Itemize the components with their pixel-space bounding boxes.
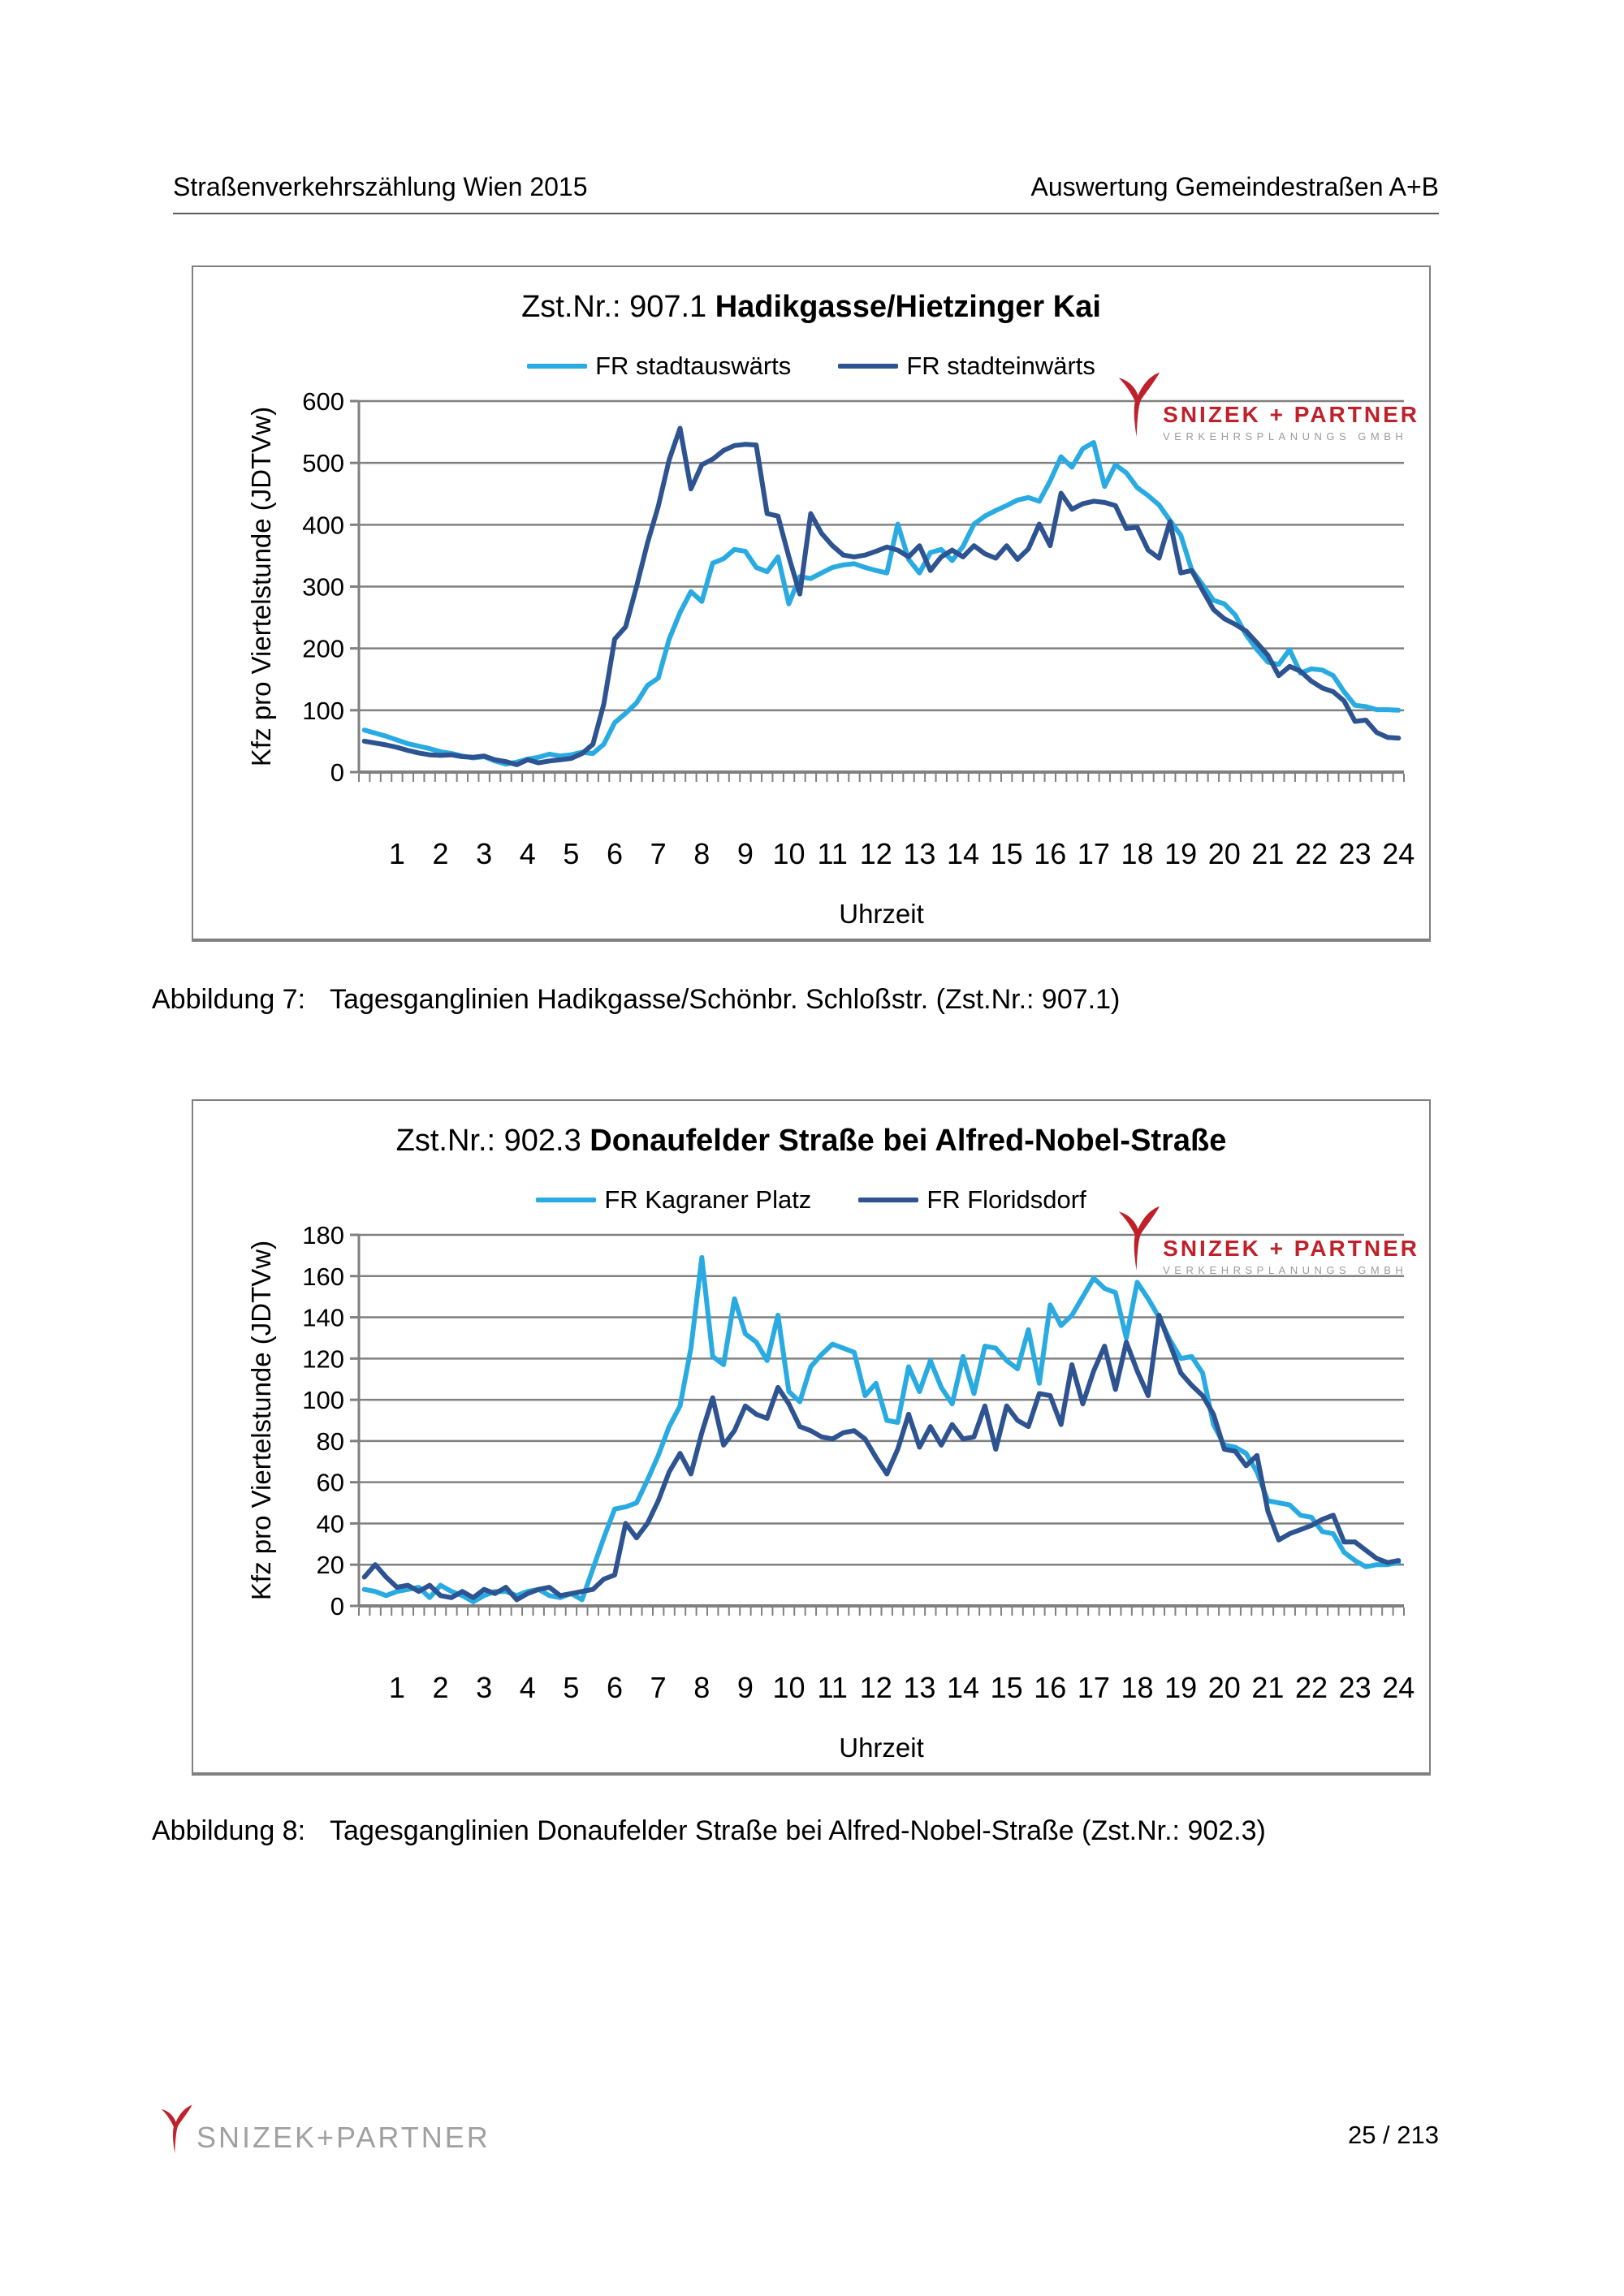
svg-text:23: 23 [1338, 837, 1371, 870]
svg-text:11: 11 [817, 837, 848, 870]
svg-text:22: 22 [1295, 1671, 1328, 1704]
svg-text:23: 23 [1338, 1671, 1371, 1704]
chart-legend [193, 1185, 1429, 1215]
snizek-logo-mark-icon [1116, 1203, 1161, 1275]
footer-brand-text: SNIZEK+PARTNER [197, 2121, 490, 2154]
svg-text:500: 500 [302, 449, 344, 478]
svg-text:8: 8 [693, 1671, 710, 1704]
svg-text:0: 0 [330, 1592, 344, 1621]
chart-figure-8 [192, 1099, 1431, 1776]
svg-text:16: 16 [1034, 1671, 1067, 1704]
svg-text:40: 40 [316, 1509, 344, 1539]
caption-label: Abbildung 7: [152, 984, 306, 1015]
figure-7-caption [152, 984, 1120, 1016]
svg-text:7: 7 [650, 1671, 667, 1704]
legend-label: FR stadteinwärts [906, 352, 1095, 380]
svg-text:12: 12 [859, 837, 892, 870]
svg-text:10: 10 [772, 837, 806, 870]
legend-label: FR Floridsdorf [926, 1185, 1086, 1214]
chart-legend [193, 352, 1429, 381]
snizek-logo-name: SNIZEK + PARTNER [1163, 1236, 1419, 1261]
svg-text:60: 60 [316, 1468, 344, 1497]
svg-text:15: 15 [990, 1671, 1023, 1704]
caption-text: Tagesganglinien Donaufelder Straße bei Alfred-Nobel-Straße (Zst.Nr.: 902.3) [330, 1815, 1266, 1846]
svg-text:7: 7 [650, 837, 667, 870]
chart-title [193, 290, 1429, 325]
svg-text:21: 21 [1251, 837, 1285, 870]
legend-item [838, 352, 1095, 381]
svg-text:600: 600 [302, 387, 344, 416]
svg-text:300: 300 [302, 572, 344, 602]
chart-title-main: Hadikgasse/Hietzinger Kai [715, 290, 1101, 324]
svg-text:19: 19 [1164, 1671, 1198, 1704]
svg-text:24: 24 [1382, 837, 1415, 870]
svg-text:9: 9 [736, 837, 754, 870]
svg-text:160: 160 [302, 1262, 344, 1291]
svg-text:180: 180 [302, 1221, 344, 1249]
svg-text:9: 9 [736, 1671, 754, 1704]
svg-text:22: 22 [1295, 837, 1328, 870]
svg-text:4: 4 [519, 837, 536, 870]
svg-text:13: 13 [903, 837, 936, 870]
svg-text:6: 6 [607, 837, 624, 870]
snizek-logo-name: SNIZEK + PARTNER [1163, 402, 1419, 427]
svg-text:100: 100 [302, 1386, 344, 1415]
series-line-swatch [838, 364, 898, 369]
svg-text:3: 3 [476, 1671, 493, 1704]
legend-item [536, 1185, 811, 1215]
caption-text: Tagesganglinien Hadikgasse/Schönbr. Schloßstr. (Zst.Nr.: 907.1) [330, 984, 1121, 1015]
svg-text:24: 24 [1382, 1671, 1415, 1704]
chart-title-prefix: Zst.Nr.: 902.3 [395, 1124, 590, 1158]
snizek-logo-mark-icon [1116, 369, 1161, 441]
svg-text:18: 18 [1121, 1671, 1154, 1704]
svg-text:15: 15 [990, 837, 1023, 870]
figure-8-caption [152, 1815, 1266, 1847]
series-line-swatch [858, 1198, 918, 1202]
svg-text:14: 14 [947, 837, 980, 870]
svg-text:12: 12 [859, 1671, 892, 1704]
svg-text:19: 19 [1164, 837, 1198, 870]
svg-text:10: 10 [772, 1671, 806, 1704]
svg-text:Uhrzeit: Uhrzeit [839, 1733, 924, 1763]
header-rule [173, 213, 1439, 214]
svg-text:14: 14 [947, 1671, 980, 1704]
legend-item [858, 1185, 1086, 1215]
svg-text:120: 120 [302, 1344, 344, 1374]
series-line-swatch [536, 1198, 596, 1202]
chart-title-prefix: Zst.Nr.: 907.1 [521, 290, 715, 324]
svg-text:Kfz pro Viertelstunde (JDTVw): Kfz pro Viertelstunde (JDTVw) [246, 1240, 276, 1601]
svg-text:13: 13 [903, 1671, 936, 1704]
legend-label: FR Kagraner Platz [604, 1185, 812, 1214]
svg-text:5: 5 [563, 837, 580, 870]
svg-text:Kfz pro Viertelstunde (JDTVw): Kfz pro Viertelstunde (JDTVw) [246, 406, 276, 767]
svg-text:2: 2 [432, 1671, 449, 1704]
svg-text:17: 17 [1077, 1671, 1110, 1704]
svg-text:20: 20 [1207, 837, 1241, 870]
svg-text:4: 4 [519, 1671, 536, 1704]
svg-text:0: 0 [330, 758, 344, 787]
chart-title [193, 1124, 1429, 1159]
chart-figure-7 [192, 265, 1431, 942]
snizek-logo-subtitle: VERKEHRSPLANUNGS GMBH [1163, 1264, 1408, 1276]
svg-text:20: 20 [316, 1551, 344, 1580]
svg-text:2: 2 [432, 837, 449, 870]
legend-item [527, 352, 791, 381]
svg-text:140: 140 [302, 1303, 344, 1332]
svg-text:400: 400 [302, 511, 344, 540]
svg-text:5: 5 [563, 1671, 580, 1704]
snizek-partner-logo [1116, 1213, 1419, 1276]
footer-brand-logo [159, 2103, 490, 2156]
header-left-text: Straßenverkehrszählung Wien 2015 [173, 172, 588, 201]
svg-text:100: 100 [302, 696, 344, 725]
chart-title-main: Donaufelder Straße bei Alfred-Nobel-Straße [590, 1124, 1227, 1158]
page-number: 25 / 213 [1347, 2121, 1439, 2149]
svg-text:200: 200 [302, 634, 344, 663]
svg-text:18: 18 [1121, 837, 1154, 870]
header-right-text: Auswertung Gemeindestraßen A+B [1030, 172, 1439, 201]
svg-text:21: 21 [1251, 1671, 1285, 1704]
svg-text:16: 16 [1034, 837, 1067, 870]
caption-label: Abbildung 8: [152, 1815, 306, 1846]
snizek-partner-logo [1116, 379, 1419, 442]
svg-text:3: 3 [476, 837, 493, 870]
svg-text:1: 1 [388, 1671, 405, 1704]
svg-text:1: 1 [388, 837, 405, 870]
svg-text:Uhrzeit: Uhrzeit [839, 899, 924, 929]
svg-text:20: 20 [1207, 1671, 1241, 1704]
svg-text:8: 8 [693, 837, 710, 870]
svg-text:11: 11 [817, 1671, 848, 1704]
svg-text:80: 80 [316, 1426, 344, 1456]
svg-text:17: 17 [1077, 837, 1110, 870]
svg-text:6: 6 [607, 1671, 624, 1704]
snizek-logo-subtitle: VERKEHRSPLANUNGS GMBH [1163, 430, 1408, 442]
series-line-swatch [527, 364, 587, 369]
snizek-logo-mark-icon [159, 2103, 193, 2156]
legend-label: FR stadtauswärts [595, 352, 792, 380]
